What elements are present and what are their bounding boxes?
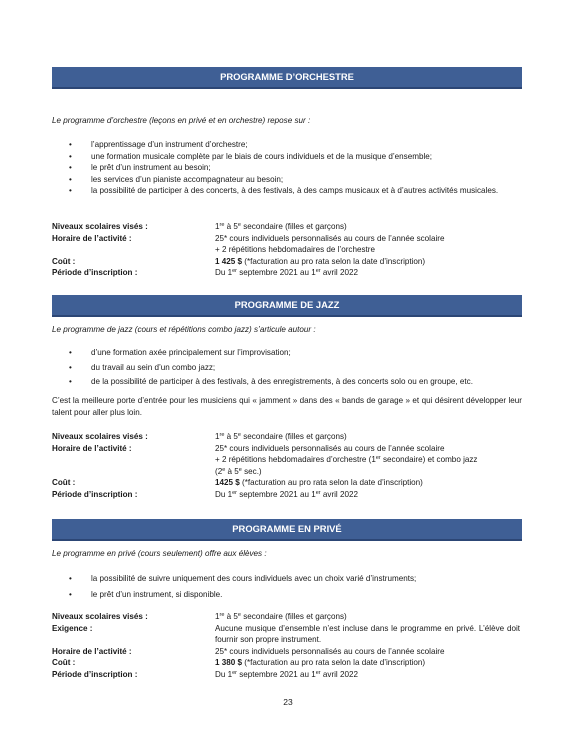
bullet-icon: • — [69, 186, 72, 196]
cout-value: 1425 $ (*facturation au pro rata selon la date d’inscription) — [215, 478, 423, 488]
bullet-icon: • — [69, 362, 72, 372]
exigence-label: Exigence : — [52, 623, 93, 633]
periode-value: Du 1er septembre 2021 au 1er avril 2022 — [215, 669, 358, 679]
periode-value: Du 1er septembre 2021 au 1er avril 2022 — [215, 489, 358, 499]
orchestre-title: PROGRAMME D’ORCHESTRE — [52, 67, 522, 89]
niveaux-label: Niveaux scolaires visés : — [52, 612, 148, 621]
niveaux-value: 1re à 5e secondaire (filles et garçons) — [215, 612, 347, 621]
jazz-banner — [52, 295, 522, 317]
prive-banner — [52, 519, 522, 541]
bullet-icon: • — [69, 589, 72, 599]
periode-value: Du 1er septembre 2021 au 1er avril 2022 — [215, 268, 358, 278]
niveaux-label: Niveaux scolaires visés : — [52, 432, 148, 441]
jazz-paragraph-text: C’est la meilleure porte d’entrée pour les musiciens qui « jamment » dans des « bands de garage » et qui désirent développer leur talent pour aller plus loin. — [52, 396, 522, 417]
list-item: • de la possibilité de participer à des festivals, à des enregistrements, à des concerts solo ou en groupe, etc. — [69, 377, 473, 387]
jazz-paragraph — [52, 395, 522, 418]
exigence-value: Aucune musique d’ensemble n’est incluse dans le programme en privé. L’élève doit fournir son propre instrument. — [215, 623, 520, 645]
list-item: • le prêt d’un instrument, si disponible. — [69, 589, 223, 599]
bullet-icon: • — [69, 174, 72, 184]
bullet-icon: • — [69, 140, 72, 149]
list-item: • du travail au sein d’un combo jazz; — [69, 362, 216, 372]
niveaux-value: 1re à 5e secondaire (filles et garçons) — [215, 432, 347, 441]
list-item: • une formation musicale complète par le biais de cours individuels et de la musique d’ensemble; — [69, 151, 433, 161]
horaire-value: 25* cours individuels personnalisés au cours de l’année scolaire — [215, 646, 445, 656]
periode-label: Période d’inscription : — [52, 489, 138, 499]
periode-label: Période d’inscription : — [52, 669, 138, 679]
periode-label: Période d’inscription : — [52, 268, 138, 278]
jazz-bullet-list — [52, 347, 522, 388]
cout-value: 1 380 $ (*facturation au pro rata selon la date d’inscription) — [215, 658, 426, 668]
prive-bullet-list — [52, 573, 522, 600]
list-item: • l’apprentissage d’un instrument d’orchestre; — [69, 140, 248, 149]
horaire-label: Horaire de l’activité : — [52, 233, 132, 243]
cout-label: Coût : — [52, 256, 76, 266]
horaire-value: 25* cours individuels personnalisés au cours de l’année scolaire + 2 répétitions hebdomadaires de l’orchestre — [215, 233, 445, 255]
bullet-icon: • — [69, 348, 72, 357]
list-item: • d’une formation axée principalement sur l’improvisation; — [69, 348, 291, 357]
bullet-icon: • — [69, 151, 72, 161]
bullet-icon: • — [69, 377, 72, 387]
prive-intro — [52, 548, 522, 560]
orchestre-bullet-list — [52, 139, 522, 197]
horaire-label: Horaire de l’activité : — [52, 646, 132, 656]
cout-label: Coût : — [52, 478, 76, 488]
orchestre-intro-text: Le programme d’orchestre (leçons en privé et en orchestre) repose sur : — [52, 116, 311, 125]
jazz-info-table — [52, 431, 522, 501]
bullet-icon: • — [69, 163, 72, 173]
niveaux-label: Niveaux scolaires visés : — [52, 222, 148, 231]
horaire-label: Horaire de l’activité : — [52, 443, 132, 453]
list-item: • le prêt d’un instrument au besoin; — [69, 163, 211, 173]
list-item: • la possibilité de participer à des concerts, à des festivals, à des camps musicaux et à d’autres activités musicales. — [69, 186, 499, 196]
jazz-title: PROGRAMME DE JAZZ — [52, 295, 522, 317]
list-item: • les services d’un pianiste accompagnateur au besoin; — [69, 174, 284, 184]
cout-value: 1 425 $ (*facturation au pro rata selon la date d’inscription) — [215, 256, 426, 266]
orchestre-intro — [52, 115, 522, 127]
jazz-intro-text: Le programme de jazz (cours et répétitions combo jazz) s’articule autour : — [52, 325, 316, 334]
orchestre-banner — [52, 67, 522, 89]
niveaux-value: 1re à 5e secondaire (filles et garçons) — [215, 222, 347, 231]
page-number: 23 — [283, 697, 293, 707]
jazz-intro — [52, 324, 522, 336]
bullet-icon: • — [69, 574, 72, 583]
orchestre-info-table — [52, 221, 522, 279]
prive-intro-text: Le programme en privé (cours seulement) offre aux élèves : — [52, 549, 267, 558]
prive-info-table — [52, 611, 522, 681]
prive-title: PROGRAMME EN PRIVÉ — [52, 519, 522, 541]
list-item: • la possibilité de suivre uniquement des cours individuels avec un choix varié d’instruments; — [69, 574, 417, 583]
horaire-value: 25* cours individuels personnalisés au cours de l’année scolaire + 2 répétitions hebdomadaires d’orchestre (1er secondaire) et combo jazz (2e à 5e sec.) — [215, 443, 478, 476]
cout-label: Coût : — [52, 658, 76, 668]
